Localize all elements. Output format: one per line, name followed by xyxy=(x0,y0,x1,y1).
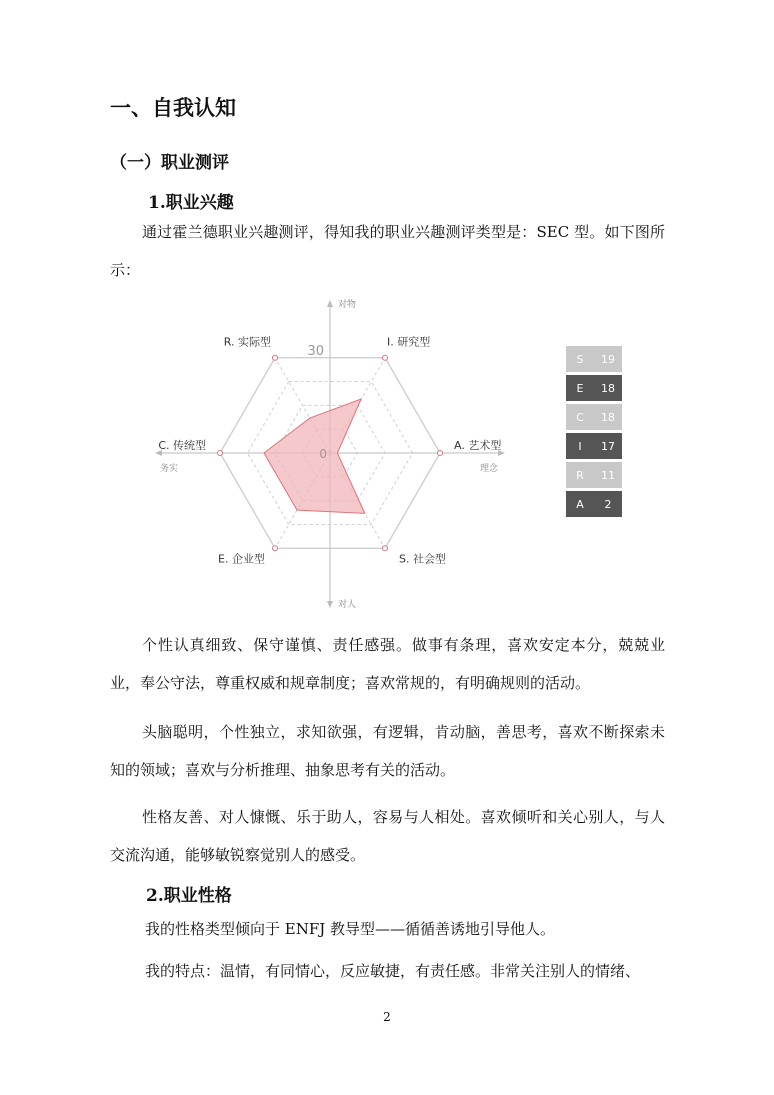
legend-code: R xyxy=(576,468,584,482)
vertex-dot xyxy=(438,451,443,456)
axis-end-label-bottom: 对人 xyxy=(338,600,357,610)
legend-code: I xyxy=(578,439,582,453)
score-polygon xyxy=(264,399,365,513)
section-heading: 一、自我认知 xyxy=(110,96,236,120)
legend-score: 17 xyxy=(601,439,615,453)
axis-end-label-top: 对物 xyxy=(338,300,357,310)
vertex-dot xyxy=(273,355,278,360)
legend-score: 11 xyxy=(601,468,615,482)
axis-label: C. 传统型 xyxy=(158,439,206,452)
axis-label: E. 企业型 xyxy=(218,552,265,566)
legend-code: C xyxy=(576,410,584,424)
legend-score: 2 xyxy=(604,497,612,511)
legend-row xyxy=(566,375,622,401)
axis-label: R. 实际型 xyxy=(223,335,271,349)
page-number: 2 xyxy=(383,1010,391,1024)
legend-score: 18 xyxy=(601,410,615,424)
vertex-dot xyxy=(383,355,388,360)
legend-score: 19 xyxy=(601,352,615,366)
intro-paragraph: 通过霍兰德职业兴趣测评，得知我的职业兴趣测评类型是：SEC 型。如下图所示： xyxy=(110,223,665,279)
axis-end-label-left: 务实 xyxy=(160,464,179,474)
tick-label-max: 30 xyxy=(307,344,324,359)
legend-row xyxy=(566,462,622,488)
legend-code: S xyxy=(576,352,584,366)
paragraph-conventional: 个性认真细致、保守谨慎、责任感强。做事有条理，喜欢安定本分，兢兢业业，奉公守法，尊重权威和规章制度；喜欢常规的，有明确规则的活动。 xyxy=(110,636,665,692)
paragraph-social: 性格友善、对人慷慨、乐于助人，容易与人相处。喜欢倾听和关心别人，与人交流沟通，能够敏锐察觉别人的感受。 xyxy=(110,808,665,864)
legend-row xyxy=(566,346,622,372)
legend-code: A xyxy=(576,497,584,511)
legend-row xyxy=(566,404,622,430)
paragraph-investigative: 头脑聪明，个性独立，求知欲强，有逻辑，肯动脑，善思考，喜欢不断探索未知的领域；喜欢与分析推理、抽象思考有关的活动。 xyxy=(110,723,665,779)
legend-row xyxy=(566,491,622,517)
subsection-heading: （一）职业测评 xyxy=(110,153,229,173)
score-legend xyxy=(566,346,622,520)
tick-label-zero: 0 xyxy=(319,447,327,461)
axis-end-label-right: 理念 xyxy=(480,464,499,474)
vertex-dot xyxy=(218,451,223,456)
paragraph-personality-type: 我的性格类型倾向于 ENFJ 教导型——循循善诱地引导他人。 xyxy=(145,920,556,938)
topic-heading-personality: 2.职业性格 xyxy=(146,886,232,906)
vertex-dot xyxy=(383,546,388,551)
topic-heading-interest: 1.职业兴趣 xyxy=(148,193,234,213)
legend-row xyxy=(566,433,622,459)
axis-label: I. 研究型 xyxy=(387,335,431,349)
holland-radar-chart xyxy=(150,295,520,615)
legend-code: E xyxy=(576,381,584,395)
legend-score: 18 xyxy=(601,381,615,395)
paragraph-traits: 我的特点：温情，有同情心，反应敏捷，有责任感。非常关注别人的情绪、 xyxy=(145,962,641,980)
axis-label: A. 艺术型 xyxy=(454,439,502,452)
vertex-dot xyxy=(273,546,278,551)
axis-label: S. 社会型 xyxy=(399,552,446,566)
